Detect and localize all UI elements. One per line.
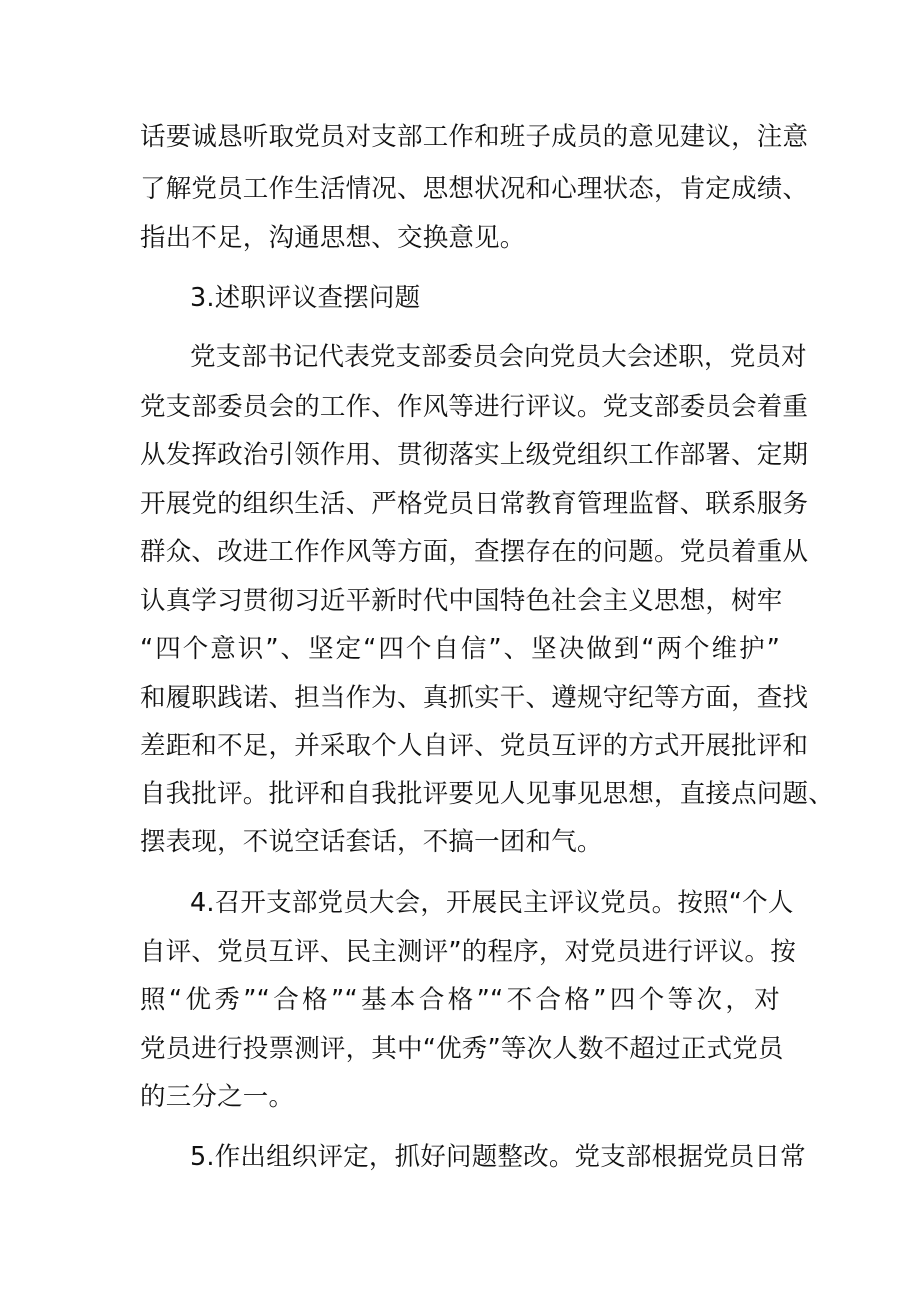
paragraph-line: 党员进行投票测评，其中“优秀”等次人数不超过正式党员: [140, 1034, 784, 1064]
paragraph-line: 话要诚恳听取党员对支部工作和班子成员的意见建议，注意: [140, 122, 809, 152]
paragraph-line: 4.召开支部党员大会，开展民主评议党员。按照“个人: [190, 888, 794, 918]
paragraph-line: 差距和不足，并采取个人自评、党员互评的方式开展批评和: [140, 731, 809, 761]
paragraph-line: 自评、党员互评、民主测评”的程序，对党员进行评议。按: [140, 937, 796, 967]
paragraph-line: 了解党员工作生活情况、思想状况和心理状态，肯定成绩、: [140, 174, 809, 204]
paragraph-line: 党支部书记代表党支部委员会向党员大会述职，党员对: [190, 342, 807, 372]
paragraph-line: 的三分之一。: [140, 1082, 295, 1112]
paragraph-line: 照“优秀”“合格”“基本合格”“不合格”四个等次，对: [140, 985, 780, 1015]
paragraph-line: 认真学习贯彻习近平新时代中国特色社会主义思想，树牢: [140, 586, 783, 616]
paragraph-line: 开展党的组织生活、严格党员日常教育管理监督、联系服务: [140, 489, 809, 519]
paragraph-line: “四个意识”、坚定“四个自信”、坚决做到“两个维护”: [140, 634, 780, 664]
paragraph-line: 自我批评。批评和自我批评要见人见事见思想，直接点问题、: [140, 779, 834, 809]
paragraph-line: 从发挥政治引领作用、贯彻落实上级党组织工作部署、定期: [140, 440, 809, 470]
paragraph-line: 群众、改进工作作风等方面，查摆存在的问题。党员着重从: [140, 537, 809, 567]
paragraph-line: 和履职践诺、担当作为、真抓实干、遵规守纪等方面，查找: [140, 683, 809, 713]
paragraph-line: 5.作出组织评定，抓好问题整改。党支部根据党员日常: [190, 1142, 806, 1172]
section-heading: 3.述职评议查摆问题: [190, 283, 421, 313]
paragraph-line: 党支部委员会的工作、作风等进行评议。党支部委员会着重: [140, 392, 809, 422]
paragraph-line: 指出不足，沟通思想、交换意见。: [140, 223, 526, 253]
paragraph-line: 摆表现，不说空话套话，不搞一团和气。: [140, 827, 603, 857]
